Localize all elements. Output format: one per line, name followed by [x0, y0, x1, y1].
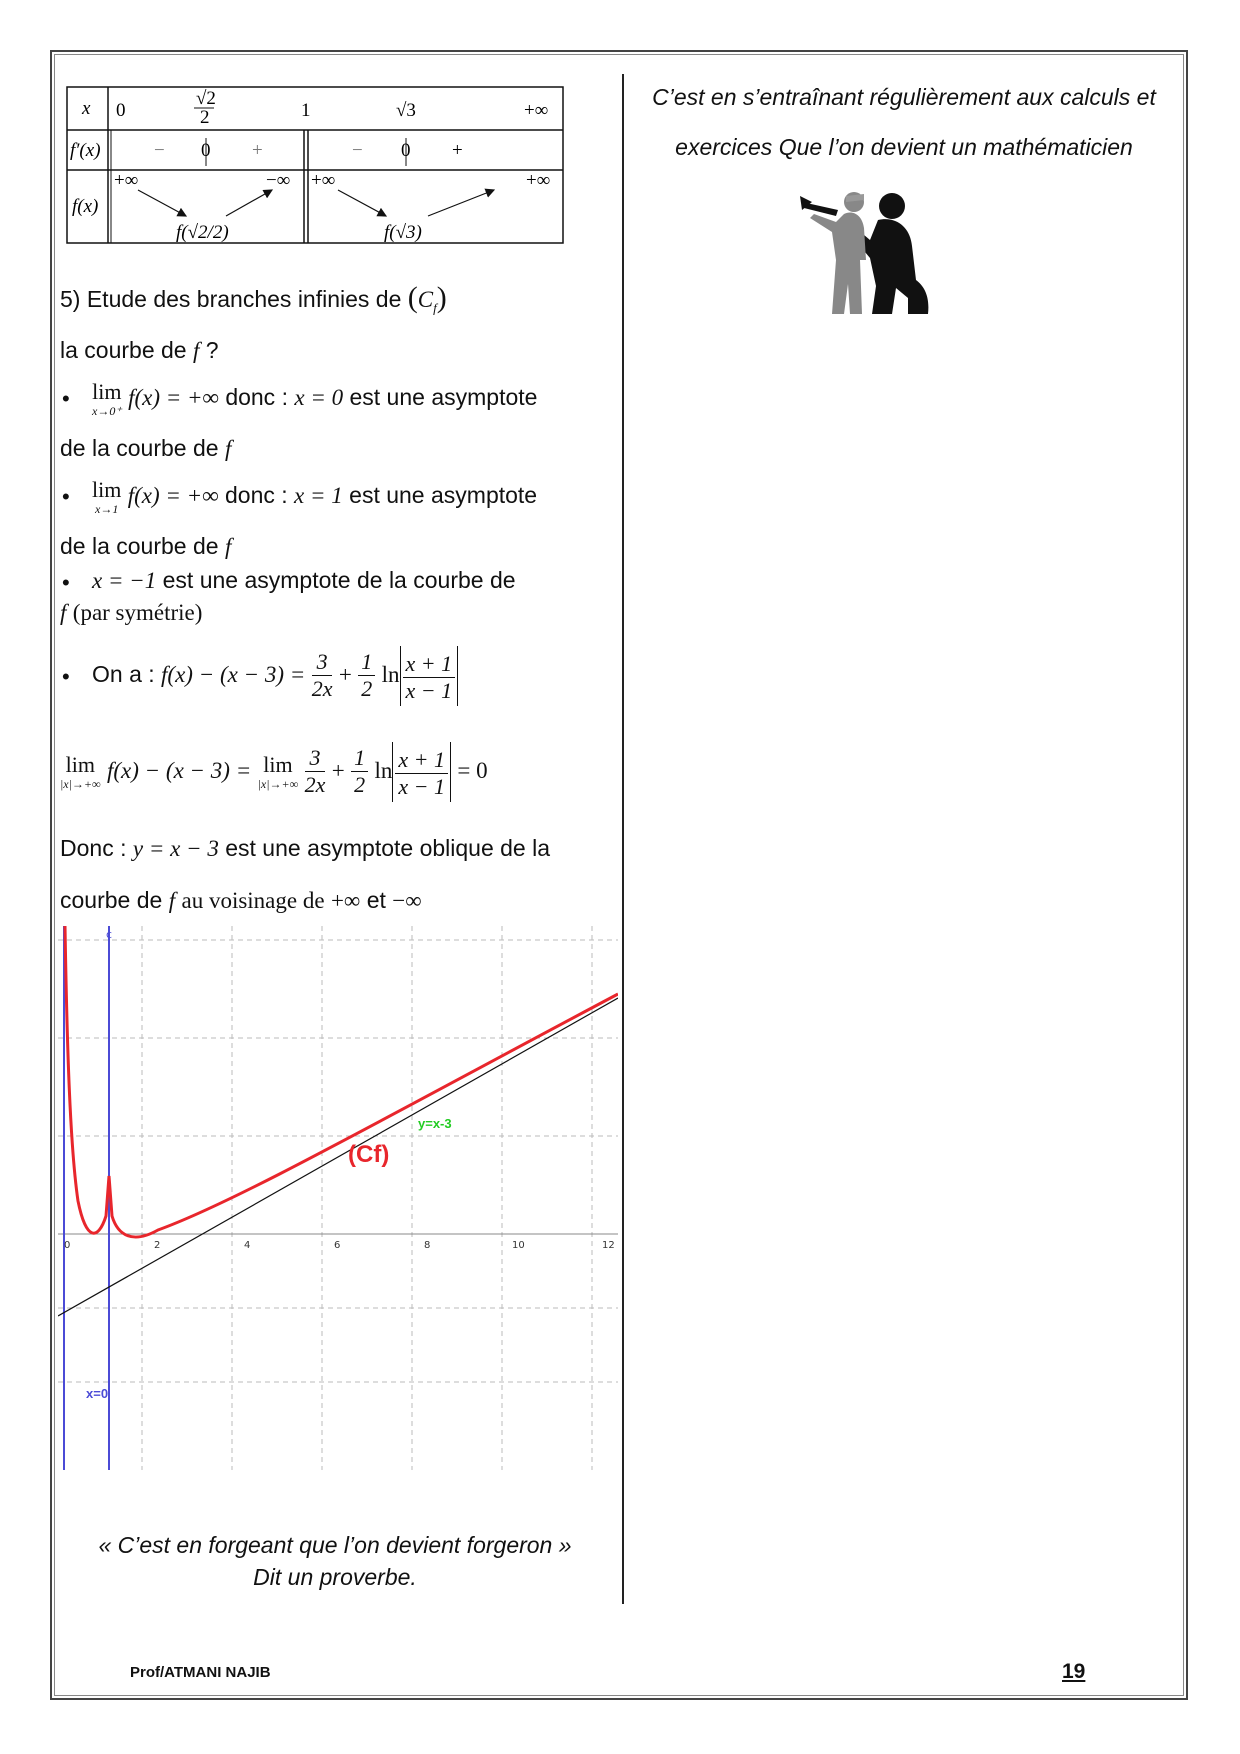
- right-quote-line2: exercices Que l’on devient un mathématicien: [675, 134, 1133, 160]
- table-fprime-label: f′(x): [70, 140, 101, 161]
- table-x-sqrt2-num: √2: [196, 88, 216, 109]
- bullet-1-line2: de la courbe de f: [60, 435, 232, 461]
- table-x-plus-inf: +∞: [524, 100, 549, 121]
- bullet-3-eq: x = −1: [92, 568, 157, 593]
- bullet-dot-1: •: [62, 386, 70, 411]
- table-fprime-sign-2: +: [252, 140, 263, 161]
- table-f-min-1: f(√2/2): [176, 222, 229, 243]
- graph-x-tick-12: 12: [602, 1240, 615, 1251]
- bullet-2-donc: donc :: [224, 482, 288, 509]
- table-fprime-sign-4: +: [452, 140, 463, 161]
- curve-cf: [65, 926, 618, 1237]
- curve-label: (Cf): [348, 1141, 390, 1168]
- table-x-sqrt3: √3: [396, 100, 416, 121]
- bullet-1-tail: est une asymptote: [349, 384, 538, 411]
- bullet-3-tail: est une asymptote de la courbe de: [162, 567, 516, 593]
- graph-x-tick-8: 8: [424, 1240, 431, 1251]
- table-fprime-zero-1: 0: [201, 140, 211, 161]
- bullet-1-eq: x = 0: [294, 385, 344, 411]
- column-divider: [622, 74, 624, 1604]
- bullet-3: [92, 566, 516, 595]
- section-heading-sub: f: [433, 300, 437, 316]
- table-f-lim-1: +∞: [114, 170, 139, 191]
- bullet-4-lhs: f(x) − (x − 3) =: [161, 662, 306, 687]
- bullet-2-eq: x = 1: [294, 483, 343, 509]
- conclusion-eq: y = x − 3: [132, 836, 219, 861]
- table-fprime-sign-1: −: [154, 140, 165, 161]
- section-heading-text: 5) Etude des branches infinies de: [60, 286, 402, 312]
- section-heading: 5) Etude des branches infinies de $(C_f)$: [60, 281, 447, 316]
- abs-fraction: $\frac{x + 1}{x - 1}$: [400, 646, 459, 706]
- section-line2-f: f: [192, 338, 200, 363]
- bullet-1-expr: f(x) = +∞: [128, 385, 219, 411]
- proverb-attribution: Dit un proverbe.: [253, 1564, 417, 1590]
- bullet-2-expr: f(x) = +∞: [127, 483, 219, 509]
- bullet-2-lim: lim x→1: [92, 477, 122, 516]
- table-x-0: 0: [116, 100, 126, 121]
- frac-3-over-2x: $\frac{3}{2x}$: [311, 649, 333, 702]
- limit-lhs: f(x) − (x − 3) =: [106, 758, 252, 783]
- bullet-2: [92, 478, 537, 516]
- table-x-1: 1: [301, 100, 311, 121]
- bullet-dot-2: •: [62, 484, 70, 509]
- graph-x-tick-6: 6: [334, 1240, 341, 1251]
- bullet-3-line2: f (par symétrie): [60, 600, 203, 625]
- vline-label: x=0: [86, 1386, 109, 1401]
- footer-author: Prof/ATMANI NAJIB: [130, 1664, 271, 1681]
- bullet-dot-3: •: [62, 570, 70, 595]
- table-f-label: f(x): [72, 196, 99, 217]
- graph-x-tick-2: 2: [154, 1240, 161, 1251]
- bullet-1: [92, 380, 537, 418]
- bullet-2-tail: est une asymptote: [349, 482, 538, 509]
- limit-lim-1: lim |x|→+∞: [60, 751, 101, 791]
- variation-table: [66, 86, 566, 246]
- proverb-quote: « C’est en forgeant que l’on devient forgeron »: [98, 1532, 572, 1558]
- graph-top-label: c: [106, 928, 113, 941]
- limit-end: = 0: [457, 758, 488, 783]
- right-quote-line1: C’est en s’entraînant régulièrement aux calculs et: [652, 84, 1156, 110]
- conclusion-tail: est une asymptote oblique de la: [225, 835, 551, 861]
- bullet-dot-4: •: [62, 664, 70, 689]
- limit-lim-2: lim |x|→+∞: [257, 751, 299, 791]
- asymptote-label: y=x-3: [418, 1116, 452, 1131]
- function-graph: [58, 926, 618, 1470]
- section-line2-text: la courbe de: [60, 337, 187, 363]
- table-f-lim-2: −∞: [266, 170, 291, 191]
- bullet-1-donc: donc :: [225, 384, 288, 411]
- bullet-4: On a : f(x) − (x − 3) = $\frac{3}{2x}$ + $\frac{1}{2}$ ln $\frac{x + 1}{x - 1}$: [92, 644, 458, 706]
- section-line2: [60, 336, 219, 365]
- section-heading-c: C: [417, 287, 434, 312]
- conclusion-line1: [60, 834, 550, 863]
- graph-x-tick-10: 10: [512, 1240, 525, 1251]
- bullet-1-lim: lim x→0⁺: [92, 379, 122, 418]
- conclusion-line2: courbe de f au voisinage de +∞ et −∞: [60, 887, 422, 913]
- frac-1-over-2: $\frac{1}{2}$: [358, 649, 375, 702]
- table-fprime-sign-3: −: [352, 140, 363, 161]
- page-number: 19: [1062, 1660, 1086, 1683]
- ln-label: ln: [381, 662, 400, 687]
- table-f-lim-4: +∞: [526, 170, 551, 191]
- teacher-child-silhouette-icon: [800, 188, 940, 318]
- table-fprime-zero-2: 0: [401, 140, 411, 161]
- table-f-min-2: f(√3): [384, 222, 422, 243]
- conclusion-donc: Donc :: [60, 835, 127, 861]
- graph-x-tick-0: 0: [64, 1240, 71, 1251]
- bullet-2-line2: de la courbe de f: [60, 533, 232, 559]
- bullet-4-text: On a :: [92, 661, 155, 687]
- table-x-label: x: [82, 98, 91, 119]
- limit-line: lim |x|→+∞ f(x) − (x − 3) = lim |x|→+∞ $\frac{3}{2x}$ + $\frac{1}{2}$ ln $\frac{x + 1}{x - 1}$ = 0: [60, 740, 488, 802]
- section-line2-end: ?: [205, 337, 219, 363]
- graph-x-tick-4: 4: [244, 1240, 251, 1251]
- table-x-sqrt2-den: 2: [200, 107, 210, 128]
- table-f-lim-3: +∞: [311, 170, 336, 191]
